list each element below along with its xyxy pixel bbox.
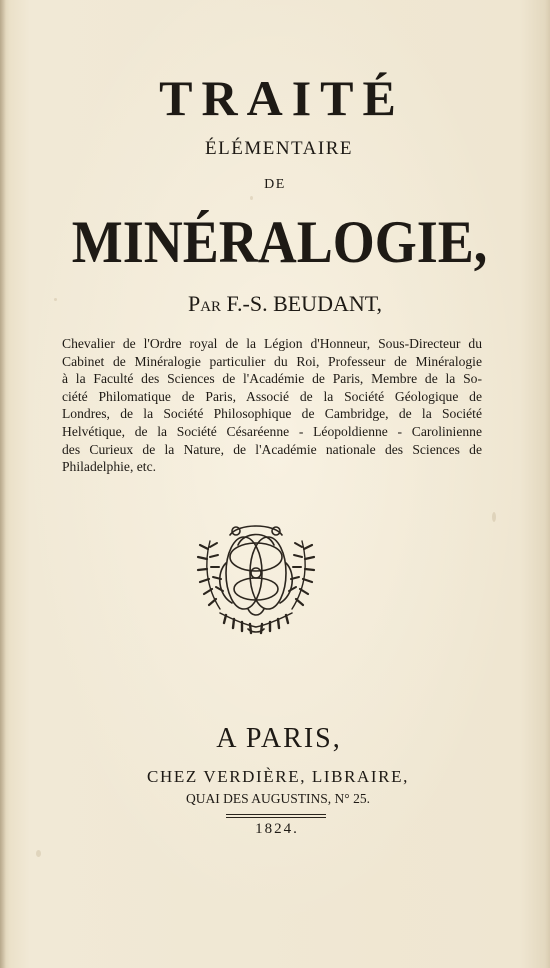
book-title: TRAITÉ (159, 70, 405, 126)
imprint-year: 1824. (255, 821, 299, 837)
author-line (0, 290, 550, 318)
credentials-line: Philadelphie, etc. (62, 459, 156, 475)
double-rule-bottom (226, 817, 326, 818)
book-subtitle: ÉLÉMENTAIRE (205, 138, 353, 159)
credentials-line: Helvétique, de la Société Césaréenne - Léopoldienne - Carolinienne (62, 423, 482, 439)
double-rule-top (226, 814, 326, 815)
credentials-line: Chevalier de l'Ordre royal de la Légion d'Honneur, Sous-Directeur du (62, 336, 482, 351)
monogram-ornament-icon (186, 517, 326, 635)
paper-stain (36, 850, 41, 857)
imprint-publisher: CHEZ VERDIÈRE, LIBRAIRE, (147, 767, 409, 786)
credentials-line: Londres, de la Société Philosophique de Cambridge, de la Société (62, 406, 482, 422)
author-prefix: Par (187, 291, 222, 316)
credentials-line: Cabinet de Minéralogie particulier du Roi, Professeur de Minéralogie (62, 353, 482, 369)
paper-stain (250, 196, 253, 200)
author-credentials (62, 335, 482, 476)
imprint-address: QUAI DES AUGUSTINS, N° 25. (186, 791, 370, 806)
main-subject-title: MINÉRALOGIE, (71, 209, 488, 275)
credentials-line: des Curieux de la Nature, de l'Académie nationale des Sciences de (62, 441, 482, 457)
paper-stain (492, 512, 496, 522)
imprint-place: A PARIS, (216, 723, 342, 754)
credentials-line: ciété Philomatique de Paris, Associé de la Société Géologique de (62, 388, 482, 404)
credentials-line: à la Faculté des Sciences de l'Académie de Paris, Membre de la So- (62, 371, 482, 387)
title-connector: DE (264, 177, 286, 192)
author-name: F.-S. BEUDANT, (226, 291, 383, 316)
